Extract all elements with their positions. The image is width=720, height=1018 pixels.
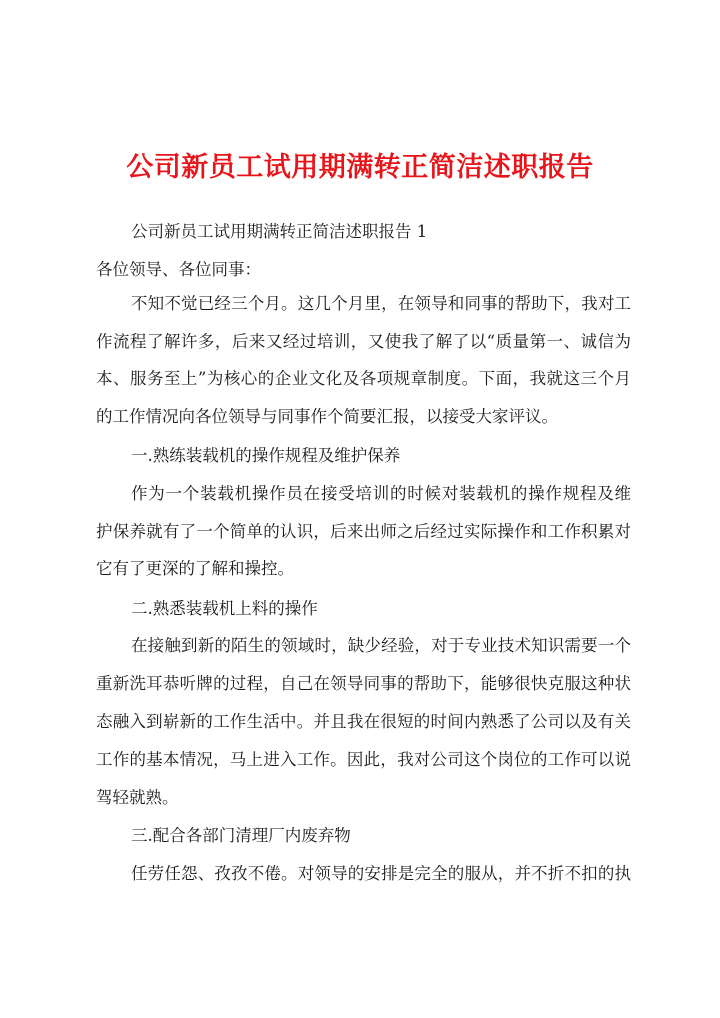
paragraph-intro-line-4: 的工作情况向各位领导与同事作个简要汇报，以接受大家评议。 — [96, 407, 558, 426]
paragraph-section2-line-5: 驾轻就熟。 — [96, 788, 179, 807]
salutation: 各位领导、各位同事： — [96, 260, 261, 279]
paragraph-section2-line-3: 态融入到崭新的工作生活中。并且我在很短的时间内熟悉了公司以及有关 — [96, 712, 631, 731]
report-subtitle: 公司新员工试用期满转正简洁述职报告 1 — [131, 222, 428, 241]
section-heading-1: 一.熟练装载机的操作规程及维护保养 — [131, 446, 401, 465]
paragraph-section2-line-1: 在接触到新的陌生的领域时，缺少经验，对于专业技术知识需要一个 — [131, 636, 631, 655]
paragraph-section3-line-1: 任劳任怨、孜孜不倦。对领导的安排是完全的服从，并不折不扣的执 — [131, 864, 631, 883]
paragraph-section2-line-2: 重新洗耳恭听牌的过程，自己在领导同事的帮助下，能够很快克服这种状 — [96, 674, 631, 693]
paragraph-section1-line-3: 它有了更深的了解和操控。 — [96, 559, 294, 578]
paragraph-section2-line-4: 工作的基本情况，马上进入工作。因此，我对公司这个岗位的工作可以说 — [96, 750, 631, 769]
document-title: 公司新员工试用期满转正简洁述职报告 — [126, 152, 594, 183]
paragraph-section1-line-1: 作为一个装载机操作员在接受培训的时候对装载机的操作规程及维 — [131, 484, 631, 503]
paragraph-intro-line-1: 不知不觉已经三个月。这几个月里，在领导和同事的帮助下，我对工 — [131, 294, 631, 313]
section-heading-2: 二.熟悉装载机上料的操作 — [131, 599, 318, 618]
paragraph-intro-line-2: 作流程了解许多，后来又经过培训，又使我了解了以“质量第一、诚信为 — [96, 332, 631, 351]
paragraph-intro-line-3: 本、服务至上”为核心的企业文化及各项规章制度。下面，我就这三个月 — [96, 369, 631, 388]
section-heading-3: 三.配合各部门清理厂内废弃物 — [131, 826, 351, 845]
paragraph-section1-line-2: 护保养就有了一个简单的认识，后来出师之后经过实际操作和工作积累对 — [96, 522, 631, 541]
